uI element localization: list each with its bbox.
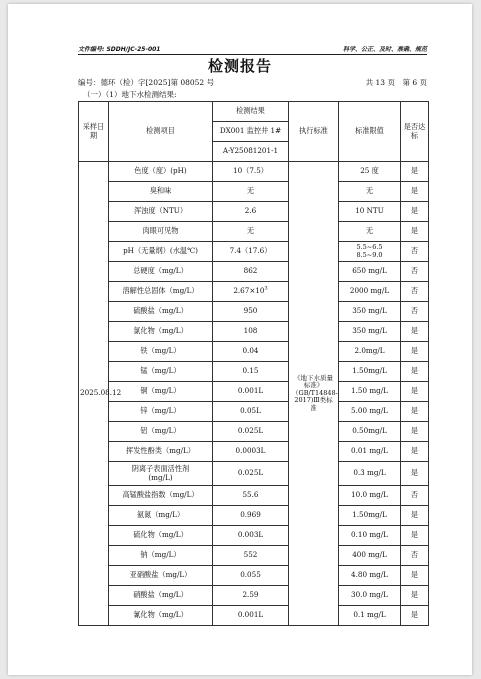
item-name: 锌（mg/L） (140, 406, 181, 416)
limit-value: 4.80 mg/L (351, 570, 388, 580)
result-cell (213, 202, 289, 222)
page-header (78, 42, 427, 55)
limit-value: 5.00 mg/L (351, 406, 388, 416)
pass-cell: 是 (401, 162, 429, 182)
result-cell (213, 282, 289, 302)
result-value: 0.025L (237, 426, 264, 436)
item-cell (109, 182, 213, 202)
result-exponent: 3 (264, 285, 268, 292)
table-row (79, 162, 429, 182)
item-cell (109, 162, 213, 182)
limit-cell (339, 242, 401, 262)
table-row (79, 586, 429, 606)
table-row (79, 222, 429, 242)
item-cell (109, 586, 213, 606)
result-cell (213, 506, 289, 526)
item-cell (109, 422, 213, 442)
table-row (79, 242, 429, 262)
table-row (79, 282, 429, 302)
pass-cell: 是 (401, 402, 429, 422)
header-point: DX001 监控井 1# (213, 122, 289, 142)
pass-cell: 是 (401, 422, 429, 442)
result-value: 0.001L (237, 386, 264, 396)
limit-cell (339, 566, 401, 586)
result-value: 0.05L (240, 406, 261, 416)
limit-cell (339, 382, 401, 402)
result-value: 552 (243, 550, 258, 560)
result-cell (213, 342, 289, 362)
result-value: 108 (243, 326, 258, 336)
limit-value: 0.01 mg/L (351, 446, 388, 456)
limit-cell (339, 526, 401, 546)
header-standard: 执行标准 (289, 102, 339, 162)
item-cell (109, 546, 213, 566)
limit-value: 1.50mg/L (352, 510, 387, 520)
limit-cell (339, 222, 401, 242)
result-value: 无 (246, 186, 255, 196)
pass-cell: 是 (401, 566, 429, 586)
item-name: 肉眼可见物 (142, 226, 179, 236)
limit-cell (339, 342, 401, 362)
result-cell (213, 606, 289, 626)
pass-cell: 否 (401, 302, 429, 322)
header-item: 检测项目 (109, 102, 213, 162)
table-row (79, 382, 429, 402)
result-value: 0.15 (242, 366, 259, 376)
item-cell (109, 342, 213, 362)
limit-cell (339, 462, 401, 486)
header-pass: 是否达标 (401, 102, 429, 162)
item-cell (109, 402, 213, 422)
item-name: 总硬度（mg/L） (133, 266, 188, 276)
limit-value: 650 mg/L (352, 266, 387, 276)
table-row (79, 422, 429, 442)
item-name: 硝酸盐（mg/L） (133, 590, 188, 600)
item-cell (109, 606, 213, 626)
limit-value: 350 mg/L (352, 326, 387, 336)
limit-cell (339, 362, 401, 382)
table-header (79, 102, 429, 162)
item-name: 铁（mg/L） (140, 346, 181, 356)
result-value: 0.055 (240, 570, 261, 580)
page-count: 共 13 页 第 6 页 (365, 78, 427, 87)
item-cell (109, 442, 213, 462)
table-row (79, 442, 429, 462)
item-name: 臭和味 (149, 186, 172, 196)
table-row (79, 302, 429, 322)
table-row (79, 342, 429, 362)
item-cell (109, 506, 213, 526)
limit-cell (339, 162, 401, 182)
result-cell (213, 262, 289, 282)
pass-cell: 是 (401, 182, 429, 202)
limit-cell (339, 182, 401, 202)
limit-cell (339, 586, 401, 606)
pass-cell: 是 (401, 526, 429, 546)
item-cell (109, 222, 213, 242)
limit-cell (339, 262, 401, 282)
table-row (79, 322, 429, 342)
item-cell (109, 262, 213, 282)
limit-value: 2000 mg/L (349, 286, 390, 296)
item-name: pH（无量纲）(水温℃) (123, 246, 198, 256)
limit-value: 无 (365, 186, 374, 196)
result-cell (213, 526, 289, 546)
item-cell (109, 302, 213, 322)
header-sampling-date: 采样日期 (79, 102, 109, 162)
header-sample-id: A-Y25081201-1 (213, 142, 289, 162)
limit-value: 0.10 mg/L (351, 530, 388, 540)
sampling-date-cell: 2025.08.12 (79, 162, 109, 626)
header-limit: 标准限值 (339, 102, 401, 162)
limit-value: 25 度 (360, 166, 379, 176)
item-name: 锰（mg/L） (140, 366, 181, 376)
item-name: 浑浊度（NTU） (133, 206, 188, 216)
item-cell (109, 382, 213, 402)
result-cell (213, 302, 289, 322)
limit-value: 2.0mg/L (354, 346, 385, 356)
pass-cell: 是 (401, 202, 429, 222)
result-cell (213, 422, 289, 442)
result-value: 2.67×10 (233, 286, 265, 296)
item-name: 阴离子表面活性剂 (131, 464, 190, 474)
limit-cell (339, 606, 401, 626)
limit-value: 1.50mg/L (352, 366, 387, 376)
pass-cell: 是 (401, 442, 429, 462)
limit-value-secondary: 8.5~9.0 (356, 250, 383, 259)
table-row (79, 546, 429, 566)
item-name: 氨氮（mg/L） (136, 510, 185, 520)
table-row (79, 526, 429, 546)
item-name: 钠（mg/L） (140, 550, 181, 560)
limit-cell (339, 402, 401, 422)
result-value: 0.003L (237, 530, 264, 540)
section-heading: （一）（1）地下水检测结果: (83, 90, 177, 99)
item-name: 铜（mg/L） (140, 386, 181, 396)
item-name: 硫化物（mg/L） (133, 530, 188, 540)
table-row (79, 566, 429, 586)
item-name: 色度（度）(pH) (134, 166, 187, 176)
item-cell (109, 282, 213, 302)
item-cell (109, 322, 213, 342)
item-cell (109, 486, 213, 506)
pass-cell: 否 (401, 486, 429, 506)
limit-cell (339, 506, 401, 526)
limit-value: 0.50mg/L (352, 426, 387, 436)
result-value: 862 (243, 266, 258, 276)
table-body (79, 162, 429, 626)
limit-cell (339, 442, 401, 462)
result-cell (213, 486, 289, 506)
header-motto: 科学、公正、及时、准确、规范 (342, 46, 427, 53)
item-cell (109, 202, 213, 222)
result-cell (213, 382, 289, 402)
result-cell (213, 402, 289, 422)
result-value: 7.4（17.6） (229, 246, 272, 256)
results-table (78, 101, 429, 626)
table-row (79, 262, 429, 282)
result-value: 0.001L (237, 610, 264, 620)
result-cell (213, 182, 289, 202)
document-title: 检测报告 (207, 57, 272, 75)
item-name: 氰化物（mg/L） (133, 610, 188, 620)
item-cell (109, 462, 213, 486)
item-name: 铝（mg/L） (140, 426, 181, 436)
table-row (79, 202, 429, 222)
pass-cell: 否 (401, 262, 429, 282)
limit-cell (339, 282, 401, 302)
item-unit: (mg/L) (148, 472, 173, 482)
limit-value: 0.3 mg/L (353, 468, 386, 478)
item-name: 挥发性酚类（mg/L） (126, 446, 195, 456)
limit-value: 0.1 mg/L (353, 610, 386, 620)
result-cell (213, 362, 289, 382)
result-value: 10（7.5） (233, 166, 268, 176)
result-cell (213, 586, 289, 606)
result-cell (213, 322, 289, 342)
limit-cell (339, 202, 401, 222)
item-name: 氯化物（mg/L） (133, 326, 188, 336)
item-name: 溶解性总固体（mg/L） (122, 286, 199, 296)
table-row (79, 506, 429, 526)
item-name: 硫酸盐（mg/L） (133, 306, 188, 316)
limit-value: 10.0 mg/L (351, 490, 388, 500)
result-cell (213, 222, 289, 242)
table-row (79, 362, 429, 382)
pass-cell: 是 (401, 382, 429, 402)
limit-value: 30.0 mg/L (351, 590, 388, 600)
result-value: 55.6 (242, 490, 259, 500)
standard-cell: 《地下水质量标准》（GB/T14848-2017)Ⅲ类标准 (289, 162, 339, 626)
pass-cell: 否 (401, 282, 429, 302)
item-name: 亚硝酸盐（mg/L） (129, 570, 192, 580)
file-number: 文件编号: SDDH/JC-25-001 (78, 46, 161, 53)
result-cell (213, 162, 289, 182)
result-cell (213, 242, 289, 262)
item-name: 高锰酸盐指数（mg/L） (122, 490, 199, 500)
item-cell (109, 362, 213, 382)
report-meta (78, 77, 427, 88)
result-value: 无 (246, 226, 255, 236)
result-value: 0.025L (237, 468, 264, 478)
result-value: 0.0003L (235, 446, 266, 456)
pass-cell: 是 (401, 462, 429, 486)
pass-cell: 否 (401, 242, 429, 262)
report-number: 编号：德环（检）字[2025]第 08052 号 (78, 78, 215, 87)
pass-cell: 是 (401, 342, 429, 362)
pass-cell: 是 (401, 222, 429, 242)
report-page (8, 4, 472, 675)
limit-value: 5.5~6.5 (356, 243, 383, 252)
pass-cell: 是 (401, 362, 429, 382)
limit-value: 400 mg/L (352, 550, 387, 560)
header-result: 检测结果 (213, 102, 289, 122)
pass-cell: 是 (401, 606, 429, 626)
result-value: 0.969 (240, 510, 261, 520)
table-row (79, 182, 429, 202)
result-value: 2.59 (242, 590, 259, 600)
limit-cell (339, 322, 401, 342)
result-cell (213, 462, 289, 486)
table-row (79, 402, 429, 422)
limit-cell (339, 546, 401, 566)
result-value: 0.04 (242, 346, 259, 356)
limit-value: 无 (365, 226, 374, 236)
result-value: 950 (243, 306, 258, 316)
item-cell (109, 566, 213, 586)
pass-cell: 是 (401, 322, 429, 342)
item-cell (109, 242, 213, 262)
limit-cell (339, 302, 401, 322)
table-row (79, 486, 429, 506)
limit-value: 1.50 mg/L (351, 386, 388, 396)
result-cell (213, 566, 289, 586)
limit-value: 10 NTU (355, 206, 384, 216)
table-row (79, 606, 429, 626)
result-value: 2.6 (244, 206, 257, 216)
limit-value: 350 mg/L (352, 306, 387, 316)
pass-cell: 否 (401, 546, 429, 566)
result-cell (213, 442, 289, 462)
table-row (79, 462, 429, 486)
pass-cell: 是 (401, 586, 429, 606)
limit-cell (339, 422, 401, 442)
result-cell (213, 546, 289, 566)
pass-cell: 是 (401, 506, 429, 526)
limit-cell (339, 486, 401, 506)
item-cell (109, 526, 213, 546)
